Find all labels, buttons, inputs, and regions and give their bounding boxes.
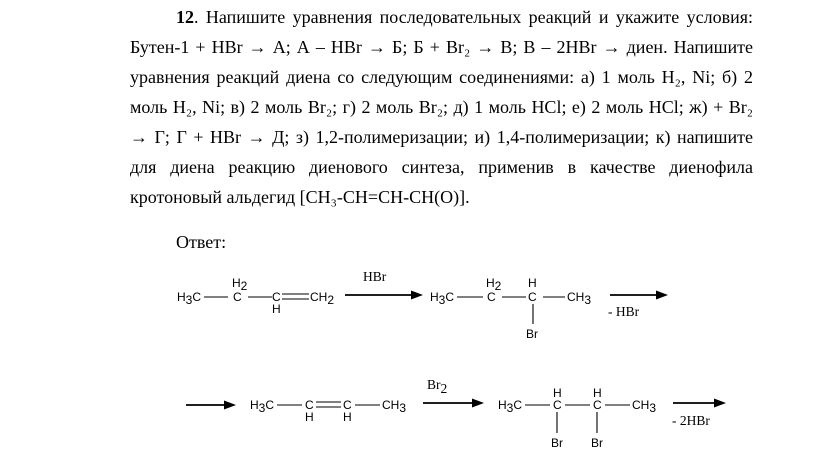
atom-c2: C	[553, 398, 562, 412]
atom-c2: C	[487, 290, 496, 304]
atom-c3: C	[272, 290, 281, 304]
atom-c2: C	[305, 398, 314, 412]
problem-text: . Напишите уравнения последовательных реакций и укажите условия: Бутен-1 + HBr → А; А – HBr → Б; Б + Br₂ → В; В – 2HBr → диен. Напишите уравнения реакций диена со следующим соединениями: а) 1 моль H₂, Ni; б) 2 моль H₂, Ni; в) 2 моль Br₂; г) 2 моль Br₂; д) 1 моль HCl; е) 2 моль HCl; ж) + Br₂ → Г; Г + HBr → Д; з) 1,2-полимеризации; и) 1,4-полимеризации; к) напишите для диена реакцию диенового синтеза, применив в качестве диенофила кротоновый альдегид [CH₃-CH=CH-CH(O)].	[130, 7, 753, 207]
reagent-minus-2hbr: - 2HBr	[672, 413, 710, 428]
atom-br: Br	[551, 436, 563, 450]
atom-h-bottom: H	[272, 302, 281, 316]
atom-h-bottom: H	[343, 410, 352, 424]
atom-h-top: H	[528, 276, 537, 290]
atom-br: Br	[526, 327, 538, 341]
atom-c2: C	[233, 290, 242, 304]
atom-h-top: H	[593, 386, 602, 400]
arrow-right	[610, 291, 668, 300]
answer-label: Ответ:	[176, 232, 227, 252]
reagent-hbr: HBr	[363, 269, 387, 284]
atom-c3: C	[528, 290, 537, 304]
butene-2-structure	[250, 398, 406, 424]
problem-number: 12	[176, 7, 194, 27]
atom-h-top: H	[553, 386, 562, 400]
reagent-minus-hbr: - HBr	[608, 304, 640, 319]
arrow-right	[345, 291, 423, 300]
atom-ch3-4: CH3	[632, 398, 657, 415]
arrow-right	[673, 399, 726, 408]
reagent-br2: Br2	[427, 377, 448, 396]
atom-ch3-4: CH3	[382, 398, 407, 415]
arrow-right	[186, 401, 236, 410]
atom-h-bottom: H	[305, 410, 314, 424]
atom-c3: C	[593, 398, 602, 412]
atom-h2-top: H2	[232, 276, 248, 293]
atom-ch3-1: H3C	[177, 290, 202, 307]
atom-ch3-1: H3C	[498, 398, 523, 415]
2-3-dibromobutane-structure	[498, 386, 656, 450]
atom-ch3-1: H3C	[430, 290, 455, 307]
arrow-right	[423, 399, 484, 408]
atom-ch3-4: CH3	[567, 290, 592, 307]
atom-ch3-1: H3C	[250, 398, 275, 415]
atom-c3: C	[343, 398, 352, 412]
atom-ch2: CH2	[310, 290, 335, 307]
atom-h2-top: H2	[486, 276, 502, 293]
2-bromobutane-structure	[430, 276, 591, 341]
butene-1-structure	[177, 276, 334, 316]
atom-br: Br	[591, 436, 603, 450]
